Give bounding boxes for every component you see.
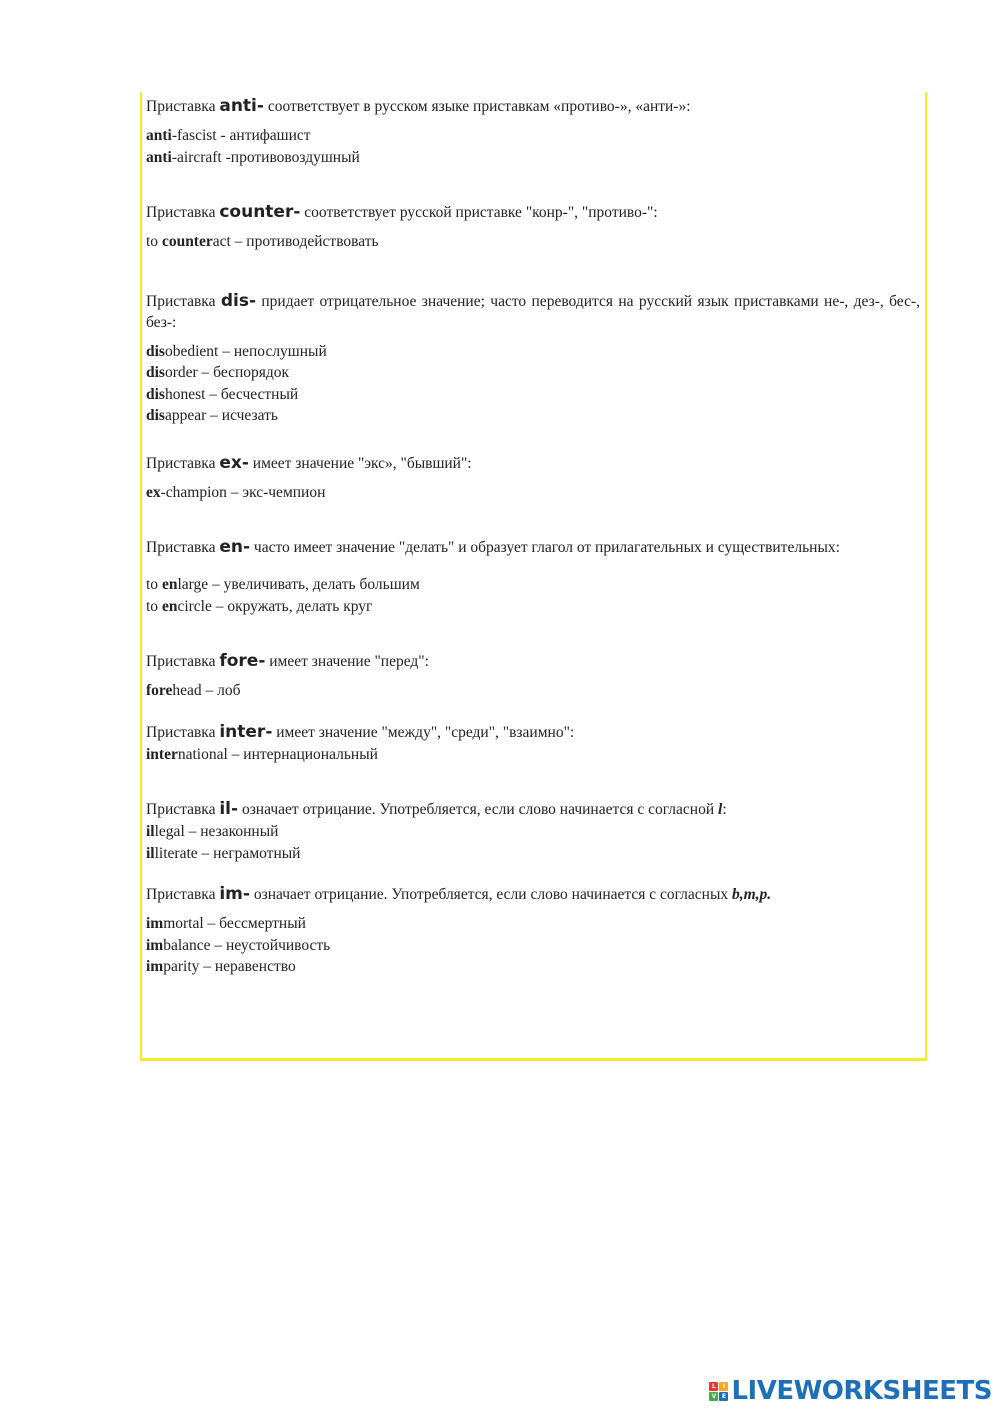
example-line: disorder – беспорядок <box>146 364 290 381</box>
logo-text: LIVEWORKSHEETS <box>731 1376 992 1406</box>
example-line: illegal – незаконный <box>146 823 279 840</box>
example-line: illiterate – неграмотный <box>146 844 301 862</box>
example-line: to counteract – противодействовать <box>146 233 379 250</box>
liveworksheets-logo[interactable] <box>709 1376 992 1406</box>
example-line: imparity – неравенство <box>146 958 296 975</box>
prefix-inter: inter- <box>219 721 273 742</box>
logo-mark-icon: L I V E <box>709 1382 728 1401</box>
section-heading: Приставка inter- имеет значение "между", "среди", "взаимно": <box>146 721 575 742</box>
section-heading: Приставка ex- имеет значение "экс», "бывший": <box>146 452 472 473</box>
section-im <box>146 884 920 978</box>
document-body <box>146 96 920 978</box>
example-line: disappear – исчезать <box>146 407 278 424</box>
section-counter <box>146 202 920 253</box>
section-heading: Приставка en- часто имеет значение "делать" и образует глагол от прилагательных и существительных: <box>146 537 840 557</box>
prefix-im: im- <box>219 884 250 904</box>
section-il <box>146 799 920 864</box>
example-line: dishonest – бесчестный <box>146 385 299 403</box>
prefix-dis: dis- <box>220 290 256 311</box>
prefix-il: il- <box>219 799 239 819</box>
section-heading: Приставка il- означает отрицание. Употребляется, если слово начинается с согласной l: <box>146 799 727 819</box>
example-line: anti-aircraft -противовоздушный <box>146 148 360 166</box>
example-line: immortal – бессмертный <box>146 915 306 932</box>
section-heading: Приставка im- означает отрицание. Употребляется, если слово начинается с согласных b,m,p. <box>146 884 772 904</box>
section-ex <box>146 453 920 504</box>
example-line: disobedient – непослушный <box>146 342 327 360</box>
prefix-en: en- <box>219 537 251 557</box>
example-line: to enlarge – увеличивать, делать большим <box>146 576 420 593</box>
prefix-ex: ex- <box>219 452 249 473</box>
example-line: imbalance – неустойчивость <box>146 936 331 954</box>
example-line: forehead – лоб <box>146 682 241 699</box>
example-line: ex-champion – экс-чемпион <box>146 483 326 501</box>
section-en <box>146 537 920 617</box>
example-line: to encircle – окружать, делать круг <box>146 597 373 615</box>
section-fore <box>146 651 920 702</box>
section-heading: Приставка counter- соответствует русской приставке "конр-", "противо-": <box>146 202 658 222</box>
prefix-counter: counter- <box>219 202 301 222</box>
section-anti <box>146 96 920 168</box>
prefix-anti: anti- <box>219 96 264 116</box>
section-heading: Приставка anti- соответствует в русском языке приставкам «противо-», «анти-»: <box>146 96 691 116</box>
section-dis <box>146 291 920 427</box>
section-inter <box>146 722 920 766</box>
example-line: international – интернациональный <box>146 745 378 763</box>
section-heading: Приставка dis- придает отрицательное значение; часто переводится на русский язык приставками не-, дез-, бес-, без-: <box>146 290 920 331</box>
prefix-fore: fore- <box>219 651 266 671</box>
example-line: anti-fascist - антифашист <box>146 127 311 144</box>
section-heading: Приставка fore- имеет значение "перед": <box>146 651 429 671</box>
